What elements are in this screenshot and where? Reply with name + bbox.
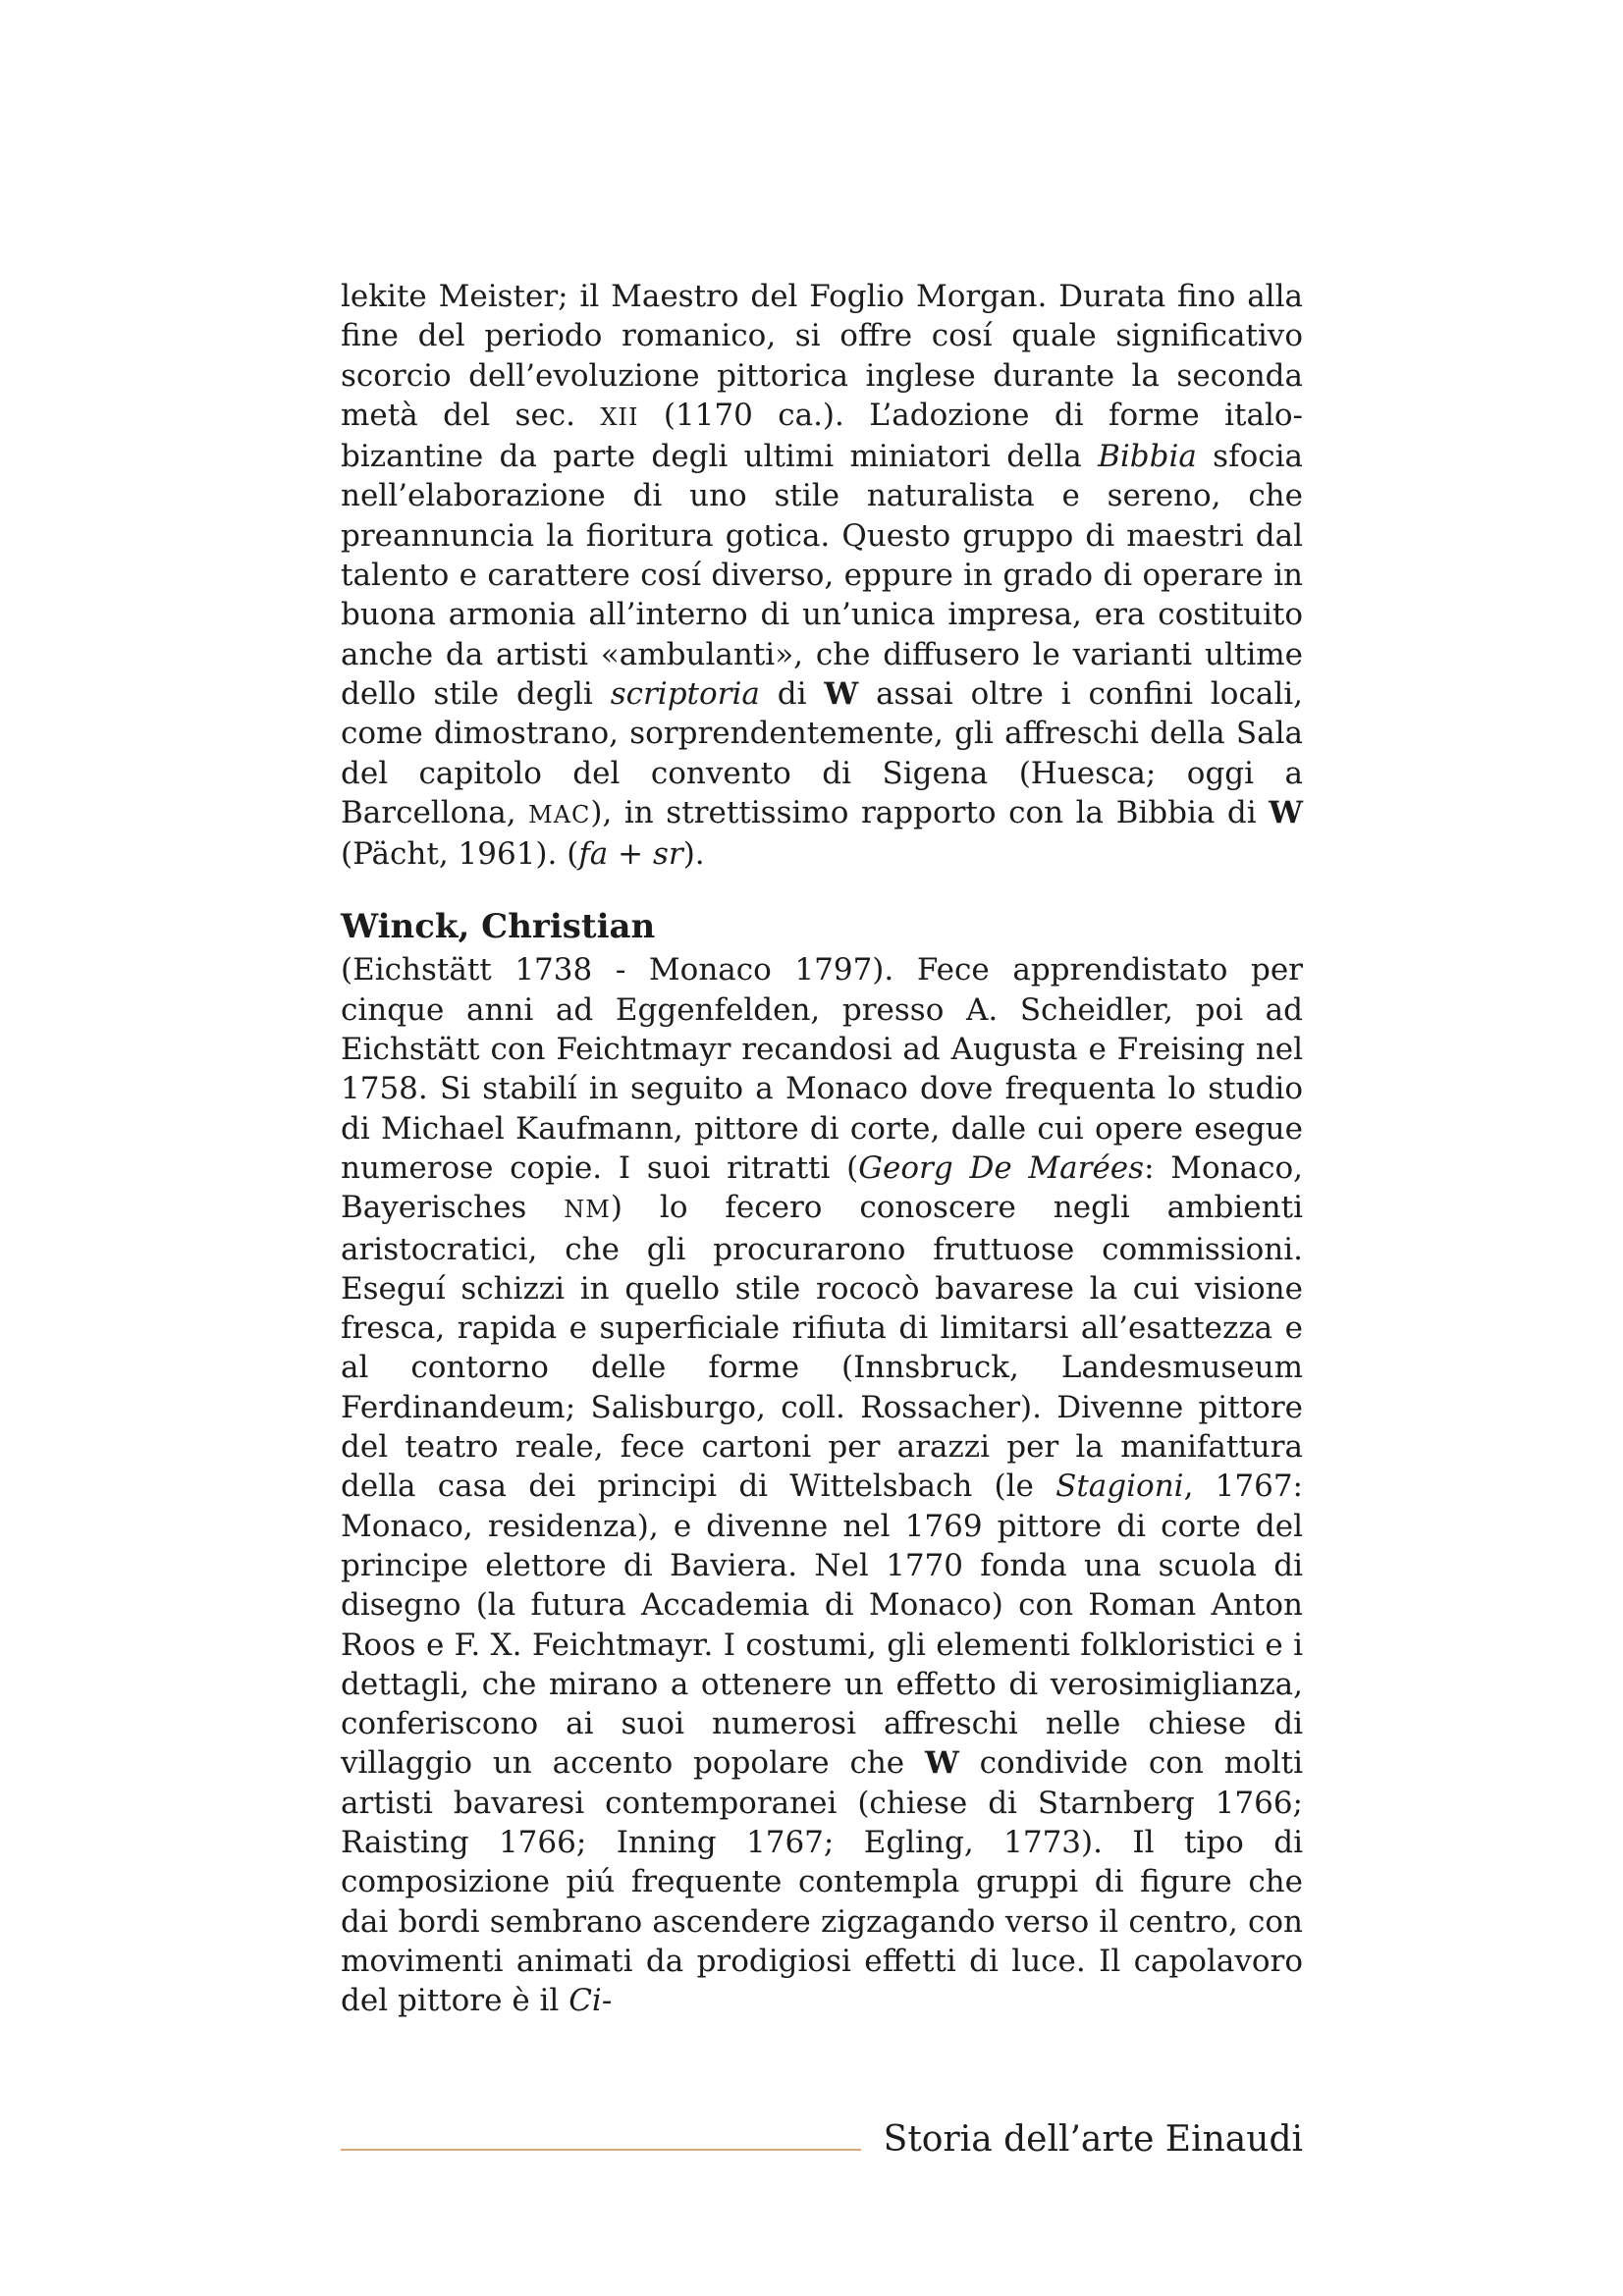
- text-run: (Pächt, 1961). (: [341, 836, 579, 873]
- text-run: (Eichstätt 1738 - Monaco 1797). Fece apprendistato per cinque anni ad Eggenfelden, presso A. Scheidler, poi ad Eichstätt con Feichtmayr recandosi ad Augusta e Freising nel 1758. Si stabilí in seguito a Monaco dove frequenta lo studio di Michael Kaufmann, pittore di corte, dalle cui opere esegue numerose copie. I suoi ritratti (: [341, 952, 1303, 1186]
- italic-title: Bibbia: [1098, 439, 1197, 475]
- entry-paragraph: [341, 950, 1303, 2020]
- text-run: di: [759, 675, 825, 712]
- footer-rule: [341, 2149, 861, 2151]
- museum-abbreviation: NM: [564, 1196, 611, 1224]
- italic-title: Georg De Marées: [858, 1149, 1145, 1186]
- entry-abbreviation: W: [824, 675, 859, 712]
- text-run: condivide con molti artisti bavaresi contemporanei (chiese di Starnberg 1766; Raisting 1766; Inning 1767; Egling, 1773). Il tipo di composizione piú frequente contempla gruppi di figure che dai bordi sembrano ascendere zigzagando verso il centro, con movimenti animati da prodigiosi effetti di luce. Il capolavoro del pittore è il: [341, 1745, 1304, 2019]
- text-run: (1170 ca.). L’adozione di forme italo-bizantine da parte degli ultimi miniatori della: [341, 397, 1303, 475]
- page-footer: [341, 2118, 1303, 2167]
- entry-abbreviation: W: [924, 1745, 959, 1782]
- text-run: , 1767: Monaco, residenza), e divenne nel 1769 pittore di corte del principe elettore di Baviera. Nel 1770 fonda una scuola di disegno (la futura Accademia di Monaco) con Roman Anton Roos e F. X. Feichtmayr. I costumi, gli elementi folkloristici e i dettagli, che mirano a ottenere un effetto di verosimiglianza, conferiscono ai suoi numerosi affreschi nelle chiese di villaggio un accento popolare che: [341, 1468, 1303, 1782]
- text-run: : Monaco, Bayerisches: [341, 1149, 1304, 1226]
- text-run: sfocia nell’elaborazione di uno stile naturalista e sereno, che preannuncia la fioritura gotica. Questo gruppo di maestri dal talento e carattere cosí diverso, eppure in grado di operare in buona armonia all’interno di un’unica impresa, era costituito anche da artisti «ambulanti», che diffusero le varianti ultime dello stile degli: [341, 439, 1303, 712]
- italic-title: Stagioni: [1055, 1468, 1184, 1505]
- italic-term: scriptoria: [610, 675, 760, 712]
- entry-heading: Winck, Christian: [341, 907, 656, 947]
- entry-abbreviation: W: [1269, 794, 1303, 830]
- continuation-paragraph: [341, 277, 1303, 874]
- footer-title: Storia dell’arte Einaudi: [883, 2119, 1303, 2160]
- century-smallcaps: XII: [600, 402, 639, 431]
- text-run: ), in strettissimo rapporto con la Bibbia di: [590, 794, 1270, 830]
- text-run: lekite Meister; il Maestro del Foglio Morgan. Durata fino alla fine del periodo romanico, si offre cosí quale significativo scorcio dell’evoluzione pittorica inglese durante la seconda metà del sec.: [341, 279, 1303, 433]
- text-run: ).: [682, 836, 705, 873]
- text-column: [341, 277, 1303, 2020]
- text-run: assai oltre i confini locali, come dimostrano, sorprendentemente, gli affreschi della Sala del capitolo del convento di Sigena (Huesca; oggi a Barcellona,: [341, 675, 1303, 830]
- text-run: ) lo fecero conoscere negli ambienti aristocratici, che gli procurarono fruttuose commissioni. Eseguí schizzi in quello stile rococò bavarese la cui visione fresca, rapida e superficiale rifiuta di limitarsi all’esattezza e al contorno delle forme (Innsbruck, Landesmuseum Ferdinandeum; Salisburgo, coll. Rossacher). Divenne pittore del teatro reale, fece cartoni per arazzi per la manifattura della casa dei principi di Wittelsbach (le: [341, 1190, 1303, 1505]
- museum-abbreviation: MAC: [528, 800, 591, 828]
- author-initials: fa + sr: [578, 836, 683, 873]
- italic-title: Ci-: [568, 1983, 613, 2019]
